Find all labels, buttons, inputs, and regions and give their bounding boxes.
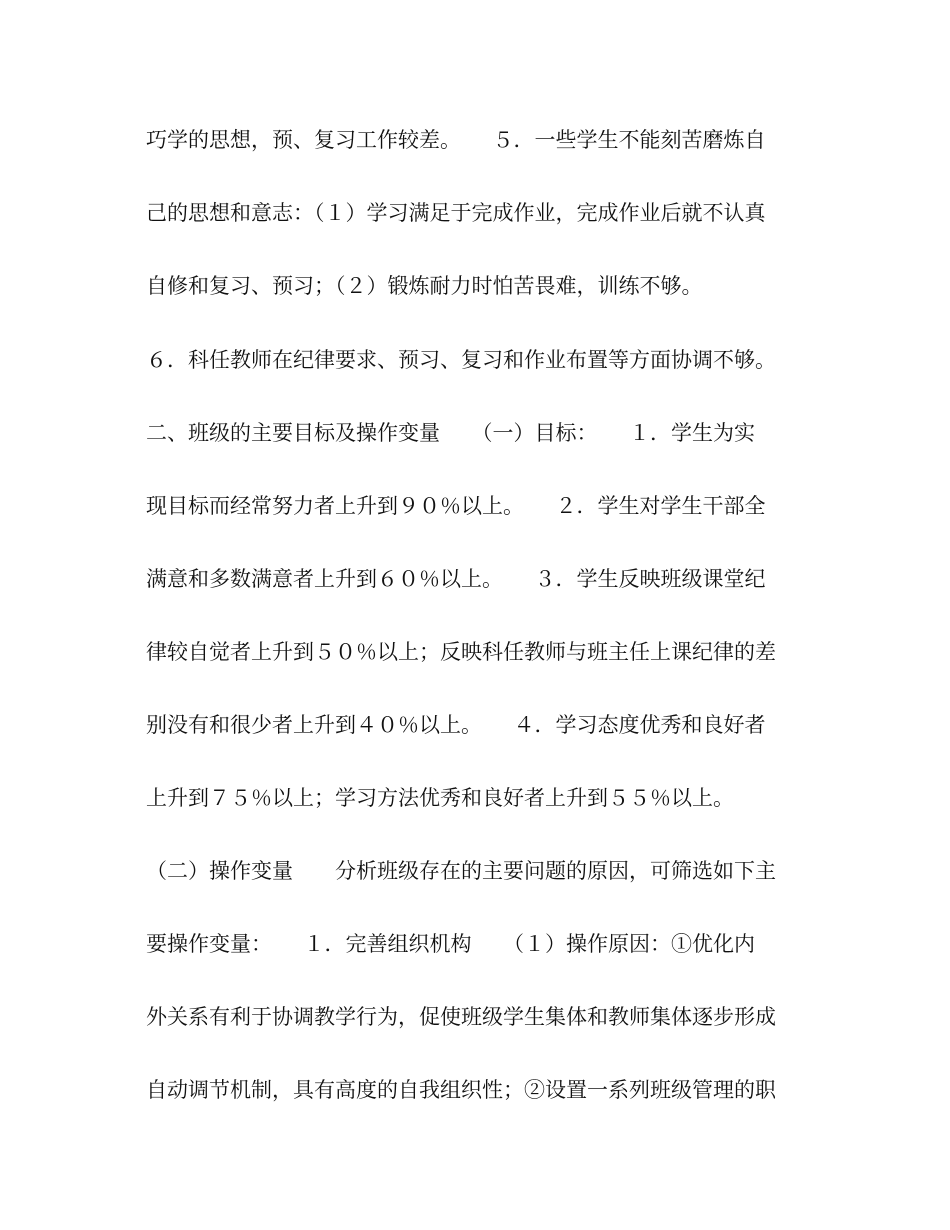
text-line-14: 自动调节机制，具有高度的自我组织性；②设置一系列班级管理的职 bbox=[146, 1078, 776, 1102]
text-line-10: 上升到７５％以上；学习方法优秀和良好者上升到５５％以上。 bbox=[146, 786, 734, 810]
text-line-2: 己的思想和意志：（１）学习满足于完成作业，完成作业后就不认真 bbox=[146, 201, 766, 225]
text-line-3: 自修和复习、预习；（２）锻炼耐力时怕苦畏难，训练不够。 bbox=[146, 274, 703, 298]
text-line-1: 巧学的思想，预、复习工作较差。 ５．一些学生不能刻苦磨炼自 bbox=[146, 128, 766, 152]
text-line-8: 律较自觉者上升到５０％以上；反映科任教师与班主任上课纪律的差 bbox=[146, 640, 776, 664]
text-line-7: 满意和多数满意者上升到６０％以上。 ３．学生反映班级课堂纪 bbox=[146, 567, 766, 591]
text-line-12: 要操作变量： １．完善组织机构 （１）操作原因：①优化内 bbox=[146, 932, 755, 956]
text-line-13: 外关系有利于协调教学行为，促使班级学生集体和教师集体逐步形成 bbox=[146, 1005, 776, 1029]
text-line-5: 二、班级的主要目标及操作变量 （一）目标： １．学生为实 bbox=[146, 421, 755, 445]
text-line-11: （二）操作变量 分析班级存在的主要问题的原因，可筛选如下主 bbox=[146, 859, 776, 883]
text-line-4: ６．科任教师在纪律要求、预习、复习和作业布置等方面协调不够。 bbox=[146, 348, 776, 372]
text-line-9: 别没有和很少者上升到４０％以上。 ４．学习态度优秀和良好者 bbox=[146, 713, 766, 737]
text-line-6: 现目标而经常努力者上升到９０％以上。 ２．学生对学生干部全 bbox=[146, 494, 766, 518]
